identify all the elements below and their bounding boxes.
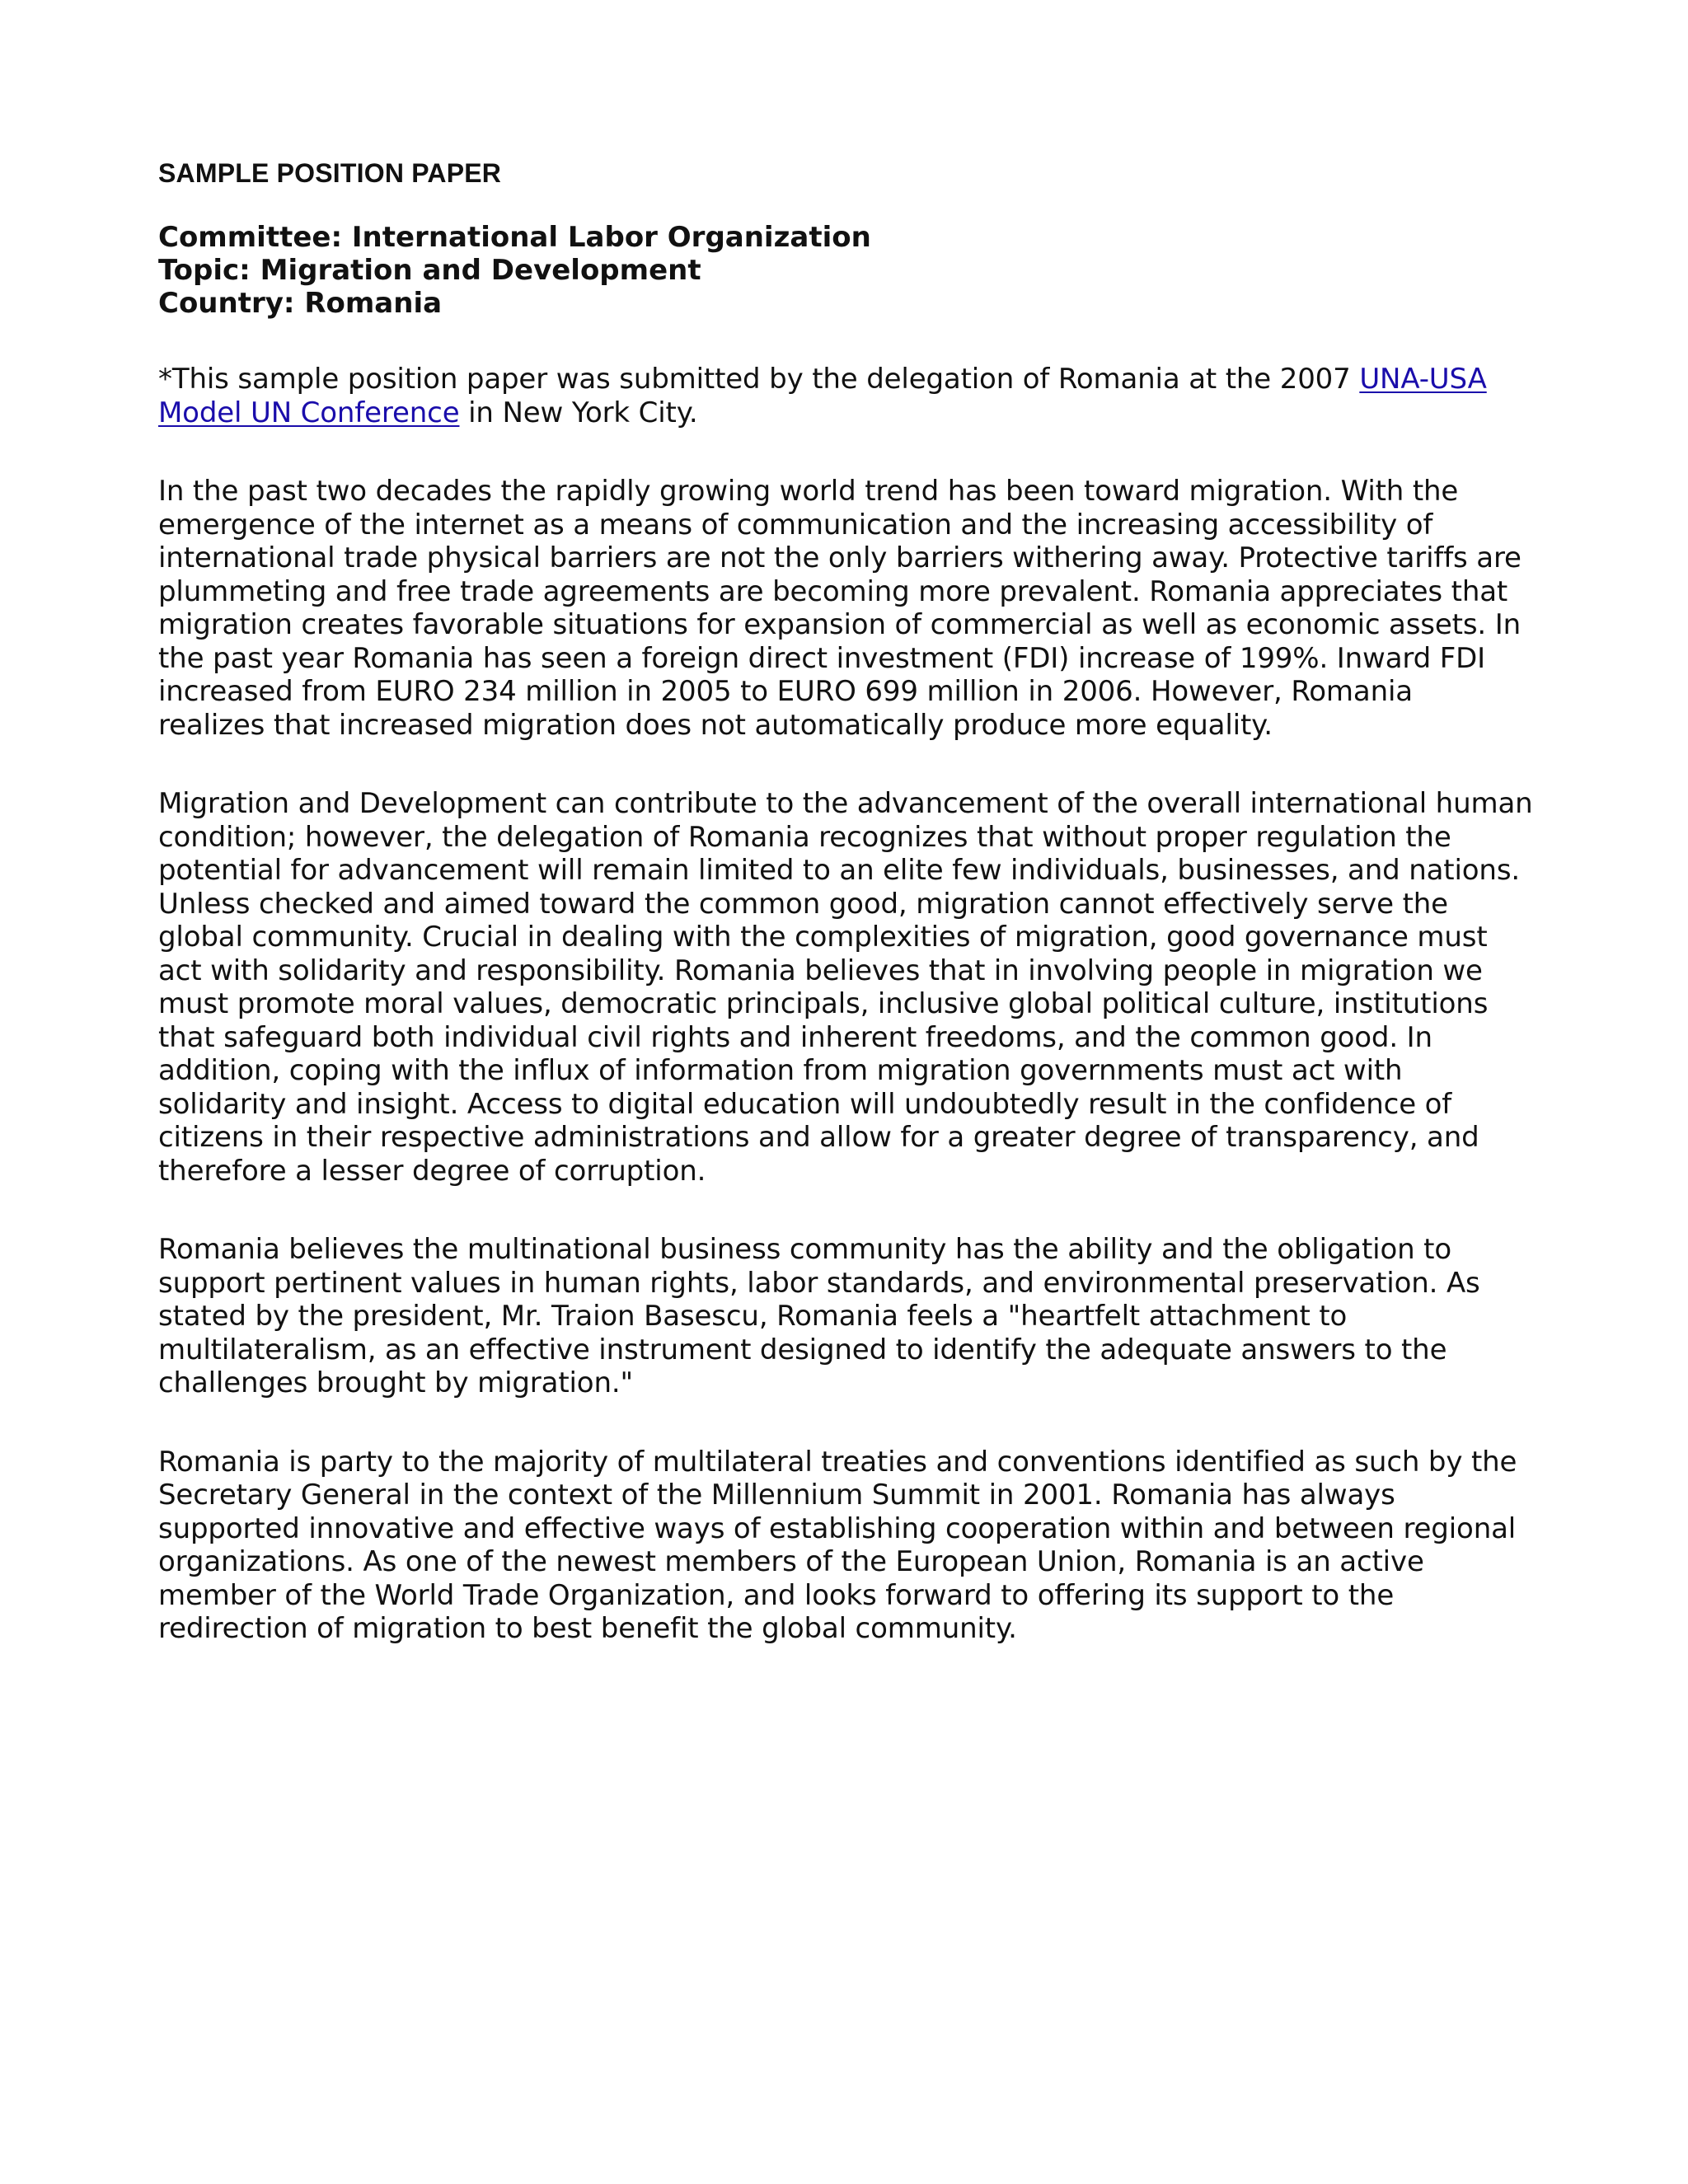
paragraph-line: multilateralism, as an effective instrument designed to identify the adequate answers to the	[158, 1333, 1447, 1366]
body-paragraph-4	[158, 1446, 1543, 1646]
body-paragraphs	[158, 475, 1543, 1646]
paragraph-line: organizations. As one of the newest members of the European Union, Romania is an active	[158, 1545, 1424, 1578]
paragraph-line: solidarity and insight. Access to digital education will undoubtedly result in the confidence of	[158, 1087, 1452, 1121]
document-title: SAMPLE POSITION PAPER	[158, 158, 502, 188]
paragraph-line: emergence of the internet as a means of communication and the increasing accessibility of	[158, 508, 1433, 541]
paragraph-line: stated by the president, Mr. Traion Basescu, Romania feels a "heartfelt attachment to	[158, 1300, 1348, 1333]
document-body	[158, 157, 1543, 1691]
paragraph-line: addition, coping with the influx of information from migration governments must act with	[158, 1054, 1403, 1087]
body-paragraph-3	[158, 1233, 1543, 1400]
paragraph-line: Romania believes the multinational business community has the ability and the obligation to	[158, 1233, 1452, 1266]
paragraph-line: the past year Romania has seen a foreign direct investment (FDI) increase of 199%. Inward FDI	[158, 641, 1486, 675]
paragraph-line: global community. Crucial in dealing with the complexities of migration, good governance must	[158, 921, 1488, 954]
paragraph-line: Secretary General in the context of the Millennium Summit in 2001. Romania has always	[158, 1479, 1395, 1511]
paragraph-line: challenges brought by migration."	[158, 1366, 633, 1399]
paragraph-line: increased from EURO 234 million in 2005 to EURO 699 million in 2006. However, Romania	[158, 675, 1413, 708]
body-paragraph-2	[158, 787, 1543, 1188]
paragraph-line: condition; however, the delegation of Romania recognizes that without proper regulation the	[158, 820, 1451, 854]
paragraph-line: supported innovative and effective ways of establishing cooperation within and between regional	[158, 1511, 1517, 1545]
paragraph-line: therefore a lesser degree of corruption.	[158, 1154, 706, 1188]
paragraph-line: Unless checked and aimed toward the common good, migration cannot effectively serve the	[158, 887, 1448, 921]
paragraph-line: Migration and Development can contribute to the advancement of the overall international human	[158, 787, 1533, 820]
intro-line-1	[158, 363, 1543, 396]
committee-line: Committee: International Labor Organization	[158, 221, 871, 254]
una-usa-link[interactable]: UNA-USA	[1359, 363, 1487, 396]
paragraph-line: that safeguard both individual civil rights and inherent freedoms, and the common good. In	[158, 1020, 1432, 1054]
paragraph-line: member of the World Trade Organization, and looks forward to offering its support to the	[158, 1578, 1395, 1612]
body-paragraph-1	[158, 475, 1543, 742]
topic-line: Topic: Migration and Development	[158, 254, 701, 287]
paragraph-line: migration creates favorable situations for expansion of commercial as well as economic assets. In	[158, 608, 1521, 641]
paragraph-line: must promote moral values, democratic principals, inclusive global political culture, institutions	[158, 987, 1489, 1020]
paragraph-line: support pertinent values in human rights, labor standards, and environmental preservation. As	[158, 1266, 1480, 1300]
paragraph-line: citizens in their respective administrations and allow for a greater degree of transparency, and	[158, 1121, 1479, 1154]
model-un-conference-link[interactable]: Model UN Conference	[158, 396, 460, 429]
paragraph-line: redirection of migration to best benefit the global community.	[158, 1612, 1017, 1645]
intro-paragraph	[158, 363, 1543, 429]
paragraph-line: plummeting and free trade agreements are becoming more prevalent. Romania appreciates that	[158, 574, 1508, 608]
intro-suffix: in New York City.	[459, 396, 698, 429]
intro-prefix: *This sample position paper was submitted by the delegation of Romania at the 2007	[158, 363, 1360, 396]
paragraph-line: realizes that increased migration does not automatically produce more equality.	[158, 708, 1273, 742]
document-meta	[158, 221, 1543, 320]
intro-line-2	[158, 396, 1543, 430]
paragraph-line: potential for advancement will remain limited to an elite few individuals, businesses, and nations.	[158, 854, 1521, 887]
paragraph-line: Romania is party to the majority of multilateral treaties and conventions identified as such by the	[158, 1445, 1517, 1479]
paragraph-line: In the past two decades the rapidly growing world trend has been toward migration. With the	[158, 475, 1459, 508]
paragraph-line: international trade physical barriers are not the only barriers withering away. Protective tariffs are	[158, 541, 1522, 574]
paragraph-line: act with solidarity and responsibility. Romania believes that in involving people in migration we	[158, 954, 1483, 987]
country-line: Country: Romania	[158, 287, 443, 320]
